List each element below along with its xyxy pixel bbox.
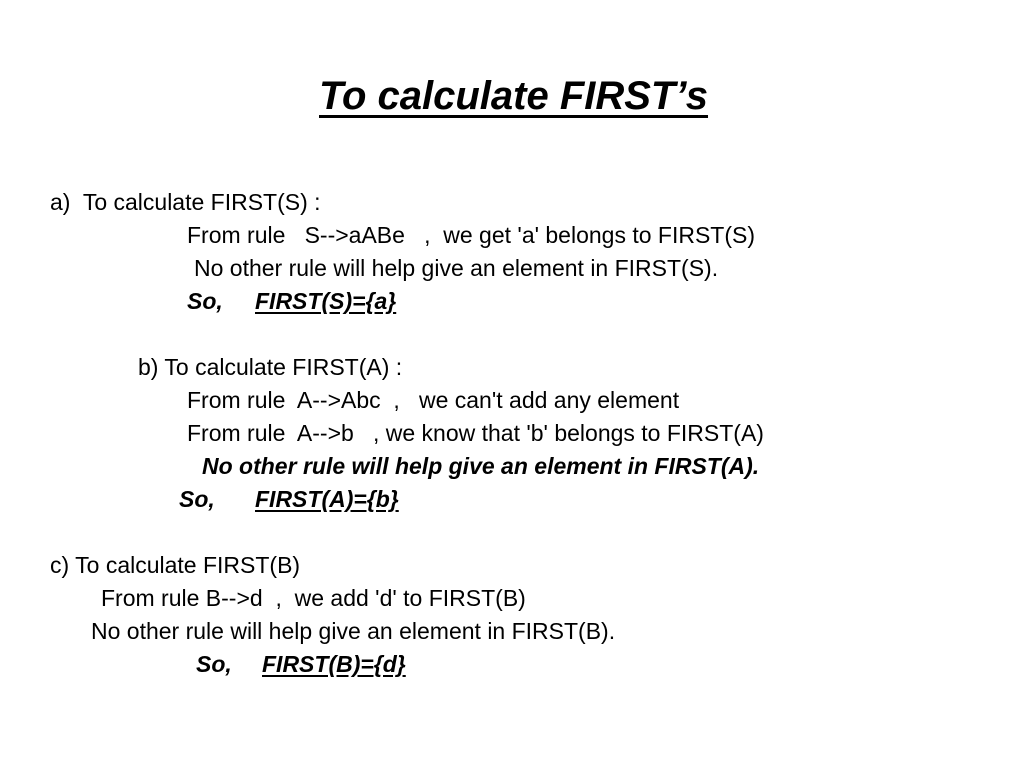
section-a-heading: a) To calculate FIRST(S) :	[50, 189, 321, 215]
section-a-line-2: No other rule will help give an element in FIRST(S).	[194, 255, 719, 281]
section-b-line-2: From rule A-->b , we know that 'b' belongs to FIRST(A)	[187, 420, 764, 446]
section-a-so-label: So,	[187, 288, 223, 314]
section-c-result: FIRST(B)={d}	[262, 651, 406, 677]
section-b-heading: b) To calculate FIRST(A) :	[138, 354, 403, 380]
section-b-line-3: No other rule will help give an element in FIRST(A).	[202, 453, 760, 479]
section-b-line-1: From rule A-->Abc , we can't add any element	[187, 387, 680, 413]
section-c-line-1: From rule B-->d , we add 'd' to FIRST(B)	[101, 585, 526, 611]
section-a-result: FIRST(S)={a}	[255, 288, 397, 314]
slide-title: To calculate FIRST’s	[319, 74, 709, 118]
section-c-so-label: So,	[196, 651, 232, 677]
section-c-line-2: No other rule will help give an element in FIRST(B).	[91, 618, 616, 644]
section-b-result: FIRST(A)={b}	[255, 486, 399, 512]
section-c-heading: c) To calculate FIRST(B)	[50, 552, 301, 578]
section-b-so-label: So,	[179, 486, 215, 512]
section-a-line-1: From rule S-->aABe , we get 'a' belongs to FIRST(S)	[187, 222, 756, 248]
